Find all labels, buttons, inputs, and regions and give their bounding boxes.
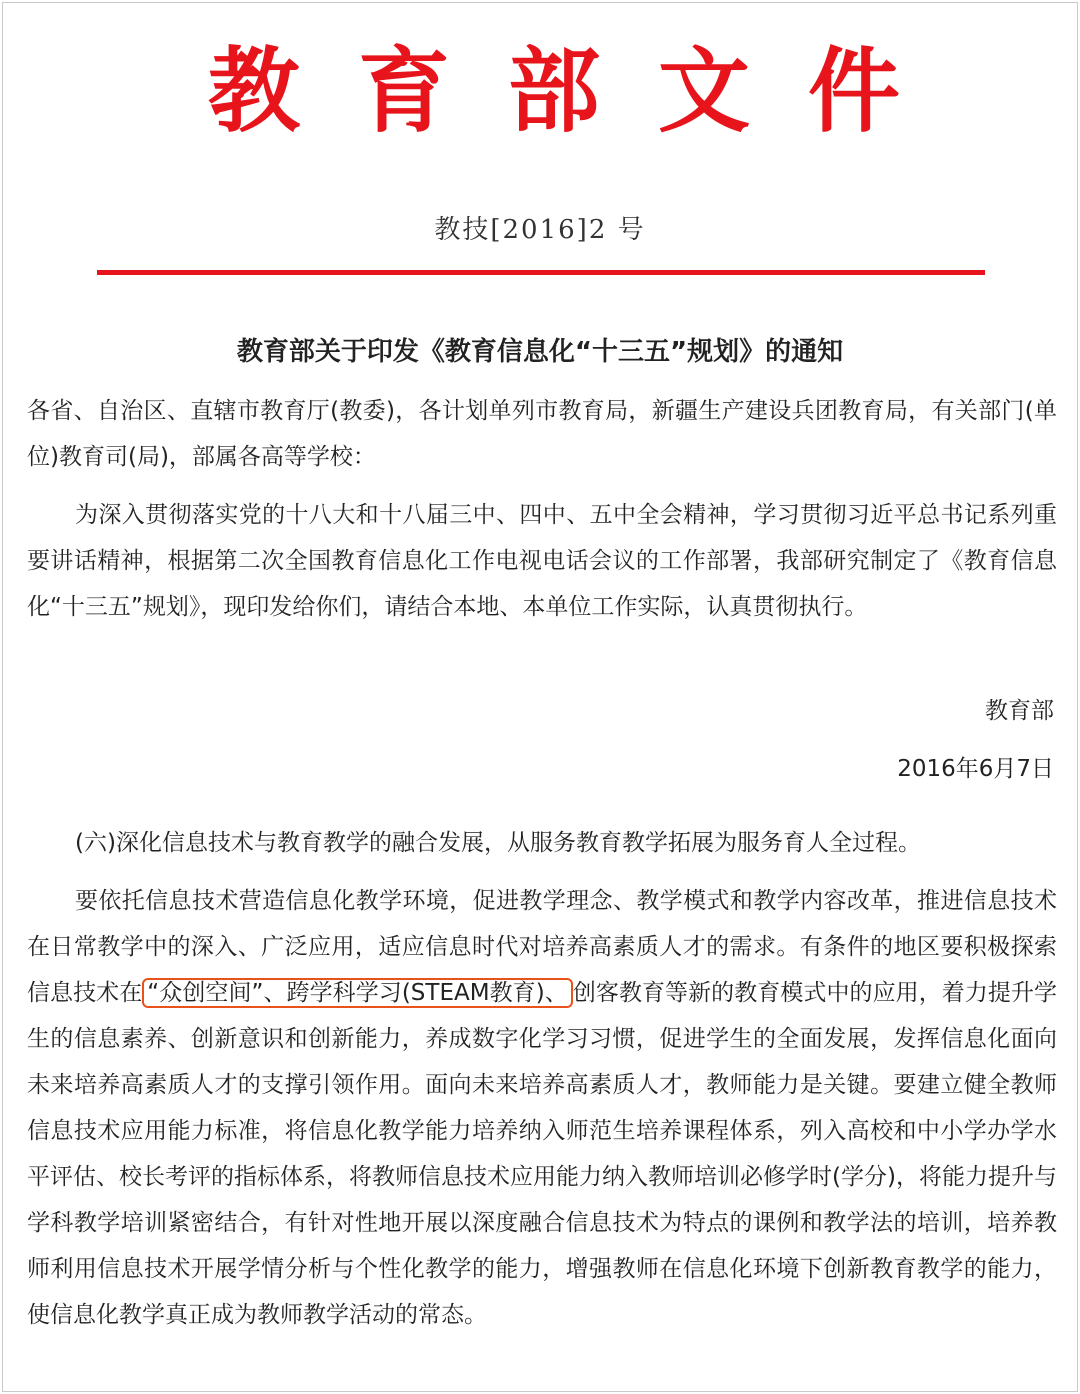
section-body-text: 创客教育等新的教育模式中的应用，着力提升学生的信息素养、创新意识和创新能力，养成数字化学习习惯，促进学生的全面发展，发挥信息化面向未来培养高素质人才的支撑引领作用。面向未来培养高素质人才，教师能力是关键。要建立健全教师信息技术应用能力标准，将信息化教学能力培养纳入师范生培养课程体系，列入高校和中小学办学水平评估、校长考评的指标体系，将教师信息技术应用能力纳入教师培训必修学时(学分)，将能力提升与学科教学培训紧密结合，有针对性地开展以深度融合信息技术为特点的课例和教学法的培训，培养教师利用信息技术开展学情分析与个性化教学的能力，增强教师在信息化环境下创新教育教学的能力，使信息化教学真正成为教师教学活动的常态。 xyxy=(27,980,1057,1328)
document-masthead xyxy=(0,36,1080,146)
red-divider xyxy=(97,270,985,275)
highlighted-phrase: “众创空间”、跨学科学习(STEAM教育)、 xyxy=(142,978,573,1008)
masthead-char: 部 xyxy=(508,37,601,145)
section-body xyxy=(27,878,1057,1338)
section-heading: (六)深化信息技术与教育教学的融合发展，从服务教育教学拓展为服务育人全过程。 xyxy=(75,830,921,856)
masthead-char: 件 xyxy=(808,37,901,145)
notice-body: 为深入贯彻落实党的十八大和十八届三中、四中、五中全会精神，学习贯彻习近平总书记系列重要讲话精神，根据第二次全国教育信息化工作电视电话会议的工作部署，我部研究制定了《教育信息化“十三五”规划》，现印发给你们，请结合本地、本单位工作实际，认真贯彻执行。 xyxy=(27,502,1057,620)
addressee: 各省、自治区、直辖市教育厅(教委)，各计划单列市教育局，新疆生产建设兵团教育局，有关部门(单位)教育司(局)，部属各高等学校： xyxy=(27,398,1057,470)
masthead-char: 教 xyxy=(208,37,301,145)
issuer: 教育部 xyxy=(985,698,1054,724)
section-body-text: 要依托信息技术营造信息化教学环境，促进教学理念、教学模式和教学内容改革，推进信息技术在日常教学中的深入、广泛应用，适应信息时代对培养高素质人才的需求。有条件的地区要积极探索信息技术在 xyxy=(27,888,1057,1006)
notice-title: 教育部关于印发《教育信息化“十三五”规划》的通知 xyxy=(236,337,844,367)
issue-date: 2016年6月7日 xyxy=(897,756,1054,782)
masthead-char: 育 xyxy=(358,37,451,145)
document-number: 教技[2016]2 号 xyxy=(434,215,646,245)
masthead-char: 文 xyxy=(658,37,751,145)
